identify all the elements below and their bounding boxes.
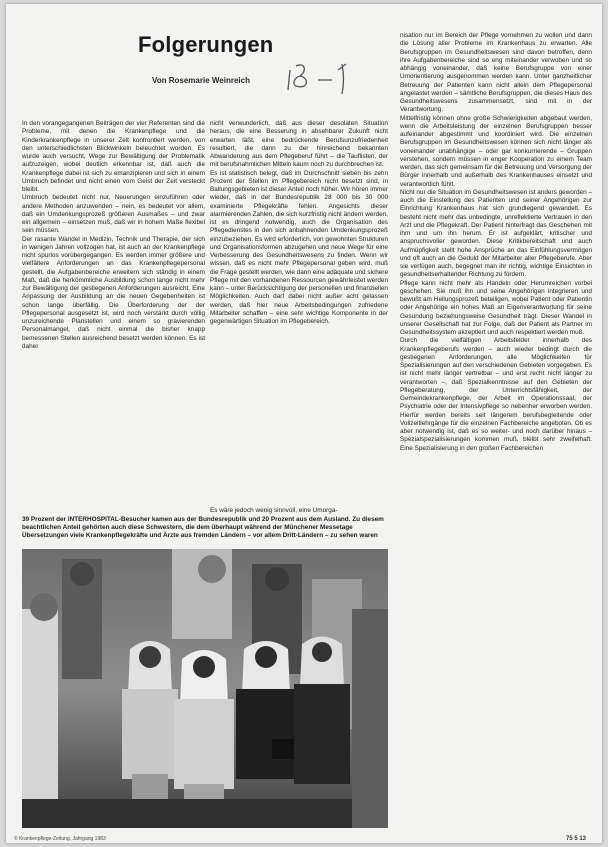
article-column-2: [210, 120, 388, 458]
page-number: 75 5 13: [566, 836, 587, 842]
column-2-tail-text: Es wäre jedoch wenig sinnvoll, eine Umorga-: [210, 507, 338, 514]
article-title: Folgerungen: [138, 32, 274, 57]
column-2-tail: [210, 507, 388, 515]
column-1-text: In den vorangegangenen Beiträgen der vier Referenten sind die Probleme, mit denen die Krankenpflege und die Kinderkrankenpflege in unserer Zeit konfrontiert werden, von den unterschiedlichsten Blickwinkeln beleuchtet worden. Es wurde auch versucht, Wege zur Bewältigung der Problematik aufzuzeigen, wobei deutlich erkennbar ist, daß auch die Krankenpflege dabei ist sich zu emanzipieren und sich in einem Umbruch befindet und nicht einen vom Geist der Zeit versteckt bleibt. Umbruch bedeutet nicht nur, Neuerungen einzuführen oder andere Methoden anzuwenden – nein, es bedeutet vor allem, daß ein Umdenkungsprozeß größeren Ausmaßes – und zwar ein allgemein – einsetzen muß, daß wir in hohem Maße flexibel sein müssen. Der rasante Wandel in Medizin, Technik und Therapie, der sich in wenigen Jahren vollzogen hat, ist auch an der Krankenpflege nicht spurlos vorübergegangen. Es werden immer größere und vielfältere Anforderungen an das Krankenpflegepersonal gestellt, die Aufgabenbereiche erweitern sich ständig in einem Maß, daß die herkömmliche Ausbildung schon lange nicht mehr zur Bewältigung der gestiegenen Anforderungen ausreicht. Eine Anpassung der Ausbildung an die neuen Gegebenheiten ist schon lange überfällig. Die Überforderung der der Pflegepersonal ausgesetzt ist, wird noch verstärkt durch völlig unzureichende Planstellen und einem so gravierenden Personalmangel, daß nicht einmal die bisher knapp bemessenen Stellen ausreichend besetzt werden können. Es ist daher: [22, 120, 205, 350]
article-column-1: [22, 120, 205, 458]
handwritten-note: [284, 56, 364, 96]
photo-caption: 39 Prozent der INTERHOSPITAL-Besucher kamen aus der Bundesrepublik und 20 Prozent aus dem Ausland. Zu diesem beachtlichen Anteil gehörten auch diese Schwestern, die dem überhaupt während der Münchener Messetage Übersetzungen viele Krankenpflegekräfte und Ärzte aus fremden Ländern – vor allem Dritt-Ländern – zu sehen waren: [22, 516, 384, 539]
column-2-text: nicht verwunderlich, daß aus dieser desolaten Situation heraus, die eine Besserung in absehbarer Zukunft nicht erwarten läßt, eine bedrückende Berufsunzufriedenheit resultiert, die dann zu der hinreichend bekannten Abwanderung aus dem Pflegeberuf führt – die Tauflisten, der mit berufsnahmlichen Mitteln kaum noch zu durchbrechen ist. Es ist statistisch belegt, daß im Durchschnitt sieben bis zehn Prozent der Stellen im Pflegebereich nicht besetzt sind, in Ballungsgebieten ist dieser Anteil noch höher. Wir hören immer wieder, daß in der Bundesrepublik 28 000 bis 30 000 examinierte Pflegekräfte fehlen. Angesichts dieser alarmierenden Zahlen, die sich kurzfristig nicht ändern werden, ist es dringend notwendig, auch die Organisation des Pflegedienstes in den sich anbahnenden Umdenkungsprozeß einzubeziehen. Es wird erforderlich, von gewohnten Strukturen und Organisationsformen abzugehen und neue Wege für eine Verbesserung des Gesundheitswesens zu finden. Wenn wir wissen, daß es nicht mehr Pflegepersonal geben wird, muß die Frage gestellt werden, wie dann eine adäquate und sichere Pflege mit den vorhandenen Ressourcen gewährleistet werden kann – unter Berücksichtigung der personellen und finanziellen Möglichkeiten. Auch darf dabei nicht außer acht gelassen werden, daß hier neue Arbeitsbedingungen zufriedene Mitarbeiter schaffen – eine sehr wichtige Komponente in der gegenwärtigen Situation im Pflegebereich.: [210, 120, 388, 325]
article-byline: Von Rosemarie Weinreich: [152, 76, 250, 85]
article-column-3: [400, 32, 592, 832]
nurses-photo: [22, 549, 388, 828]
journal-footer: © Krankenpflege-Zeitung, Jahrgang 1983: [14, 836, 106, 842]
column-3-text: nisation nur im Bereich der Pflege vornehmen zu wollen und dann die Lösung aller Probleme im Krankenhaus zu erwarten. Alle Berufsgruppen im Gesundheitswesen sind davon betroffen, denn ihre Aufgabenbereiche sind so eng miteinander verwoben und so abhängig voneinander, daß keine Berufsgruppe von einer Umorientierung ausgenommen werden kann. Unter ganzheitlicher Betreuung der Patienten kann nicht allein dem Pflegepersonal angelastet werden – sämtliche Berufsgruppen, die dieses Haus des Gesundheitswesens zusammensetzt, sind mit in der Verantwortung. Mittelfristig können ohne große Schwierigkeiten abgebaut werden, wenn die Arbeitsleistung der einzelnen Berufsgruppen besser aufeinander abgestimmt und koordiniert wird. Die einzelnen Berufsgruppen im Gesundheitswesen können sich nicht länger als voneinander unabhängige – oder gar konkurrierende – Gruppen verstehen, sondern müssen in enger Kooperation zu einem Team werden, das sich gemeinsam für die Betreuung und Versorgung der Bürger innerhalb und außerhalb des Krankenhauses einsetzt und verantwortlich fühlt. Nicht nur die Situation im Gesundheitswesen ist anders geworden – auch die Einstellung des Patienten und seiner Angehörigen zur Einrichtung Krankenhaus hat sich grundlegend gewandelt. Es besteht nicht mehr das unbedingte, unreflektierte Vertrauen in den Arzt und die Pflegekraft. Der Patient hinterfragt das Geschehen mit ihm und um ihn herum. Er ist aufgeklärt, kritischer und anspruchsvoller geworden. Diese Kritikbereitschaft und auch Aufmüpfigkeit stellt hohe Ansprüche an das Einfühlungsvermögen und oft auch an die Geduld der Mitarbeiter aller Pflegeberufe. Aber sie verfügen auch, begegnet man ihr richtig, wichtige Einsichten in gesundheitserhaltender Richtung zu fördern. Pflege kann nicht mehr als Handeln oder Herumreichen vorbei geschehen. Sie muß ihn und seine Angehörigen integrieren und bewußt am Heilungsprozeß beteiligen, wobei Patient oder Patientin oder Angehörige ein hohes Maß an Eigenverantwortung für seine Gesundung beziehungsweise Gesundheit trägt. Dieser Wandel in unserer Gesellschaft hat zur Folge, daß der Patient als Partner im Gesundheitssystem akzeptiert und auch respektiert werden muß. Durch die vielfältigen Arbeitsfelder innerhalb des Krankenpflegeberufs werden – auch wieder bedingt durch die gestiegenen Anforderungen, alle Möglichkeiten für Spezialisierungen auf den verschiedenen Gebieten vorgegeben. Es ist nicht mehr länger vertretbar – und erst recht nicht länger zu verantworten –, daß Spezialkenntnisse auf den Gebieten der Pflegeberatung, der Unterrichtsfähigkeit, der Gemeindekrankenpflege, der Arbeit im Operationssaal, der Psychiatrie oder der Intensivpflege so nebenher erworben werden. Hierfür werden bereits seit längerem berufsbegleitende oder Vollzeitlehrgänge für die einzelnen Fachbereiche angeboten. Ob es aber notwendig ist, daß es so weiter- und noch darüber hinaus – Spezialspezialisierungen kommen muß, bleibt sehr zweifelhaft. Eine Spezialisierung in den großen Fachbereichen: [400, 32, 592, 452]
magazine-page: [6, 4, 602, 843]
